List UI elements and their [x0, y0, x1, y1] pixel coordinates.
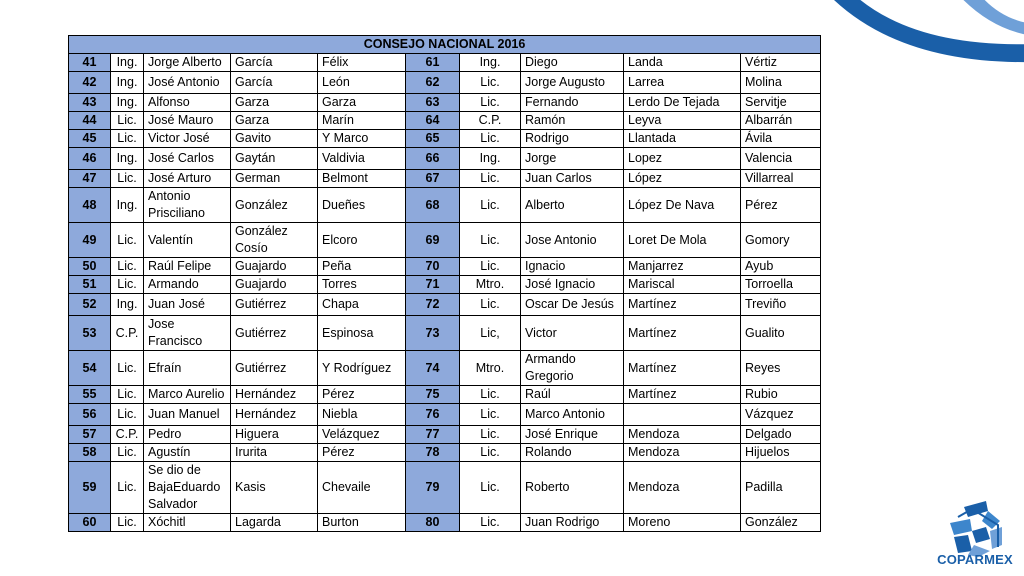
cell-num: 64: [406, 112, 460, 130]
cell-num: 44: [69, 112, 111, 130]
cell-num: 45: [69, 130, 111, 148]
cell-paterno: Gutiérrez: [231, 294, 318, 316]
cell-num: 50: [69, 258, 111, 276]
cell-nombre: Fernando: [521, 94, 624, 112]
cell-paterno: Garza: [231, 94, 318, 112]
cell-paterno: López De Nava: [624, 188, 741, 223]
cell-nombre: Marco Aurelio: [144, 386, 231, 404]
cell-materno: Reyes: [741, 351, 821, 386]
cell-titulo: C.P.: [111, 426, 144, 444]
cell-paterno: García: [231, 54, 318, 72]
cell-nombre: Pedro: [144, 426, 231, 444]
table-row: [69, 94, 821, 112]
cell-materno: Dueñes: [318, 188, 406, 223]
cell-num: 76: [406, 404, 460, 426]
cell-paterno: Martínez: [624, 294, 741, 316]
cell-paterno: Mendoza: [624, 426, 741, 444]
cell-num: 48: [69, 188, 111, 223]
cell-nombre: Juan Carlos: [521, 170, 624, 188]
cell-nombre: Jose Antonio: [521, 223, 624, 258]
cell-num: 72: [406, 294, 460, 316]
cell-paterno: González: [231, 188, 318, 223]
cell-materno: Ávila: [741, 130, 821, 148]
cell-paterno: López: [624, 170, 741, 188]
cell-nombre: Diego: [521, 54, 624, 72]
cell-materno: Gomory: [741, 223, 821, 258]
cell-titulo: Lic.: [460, 94, 521, 112]
cell-titulo: Lic.: [111, 112, 144, 130]
cell-titulo: Lic.: [460, 294, 521, 316]
cell-materno: Peña: [318, 258, 406, 276]
cell-num: 71: [406, 276, 460, 294]
cell-nombre: José Antonio: [144, 72, 231, 94]
cell-titulo: Lic.: [111, 258, 144, 276]
cell-paterno: Leyva: [624, 112, 741, 130]
cell-nombre: Alberto: [521, 188, 624, 223]
cell-nombre: Jorge: [521, 148, 624, 170]
cell-titulo: Ing.: [111, 188, 144, 223]
cell-materno: Delgado: [741, 426, 821, 444]
cell-nombre: Rodrigo: [521, 130, 624, 148]
cell-titulo: Lic.: [460, 462, 521, 514]
cell-num: 54: [69, 351, 111, 386]
table-row: [69, 170, 821, 188]
cell-num: 66: [406, 148, 460, 170]
cell-num: 43: [69, 94, 111, 112]
cell-paterno: Lopez: [624, 148, 741, 170]
cell-titulo: Lic.: [111, 170, 144, 188]
cell-paterno: Lerdo De Tejada: [624, 94, 741, 112]
cell-paterno: Hernández: [231, 386, 318, 404]
cell-materno: Molina: [741, 72, 821, 94]
cell-nombre: Armando Gregorio: [521, 351, 624, 386]
cell-paterno: Garza: [231, 112, 318, 130]
cell-num: 79: [406, 462, 460, 514]
cell-titulo: Lic.: [460, 426, 521, 444]
cell-materno: Y Rodríguez: [318, 351, 406, 386]
cell-num: 74: [406, 351, 460, 386]
cell-nombre: José Carlos: [144, 148, 231, 170]
cell-nombre: José Ignacio: [521, 276, 624, 294]
cell-paterno: Martínez: [624, 386, 741, 404]
cell-paterno: Hernández: [231, 404, 318, 426]
coparmex-logo-text: COPARMEX: [937, 552, 1013, 567]
cell-titulo: Ing.: [111, 148, 144, 170]
cell-nombre: Jorge Augusto: [521, 72, 624, 94]
cell-num: 73: [406, 316, 460, 351]
cell-nombre: Valentín: [144, 223, 231, 258]
table-row: [69, 258, 821, 276]
cell-materno: Marín: [318, 112, 406, 130]
cell-materno: Vértiz: [741, 54, 821, 72]
cell-num: 58: [69, 444, 111, 462]
cell-paterno: Guajardo: [231, 276, 318, 294]
cell-titulo: Lic,: [460, 316, 521, 351]
table-body: [69, 54, 821, 532]
cell-paterno: Irurita: [231, 444, 318, 462]
cell-num: 46: [69, 148, 111, 170]
table-row: [69, 112, 821, 130]
cell-materno: Belmont: [318, 170, 406, 188]
cell-titulo: Ing.: [460, 54, 521, 72]
cell-nombre: Raúl: [521, 386, 624, 404]
cell-materno: Torres: [318, 276, 406, 294]
cell-nombre: Xóchitl: [144, 514, 231, 532]
cell-paterno: Higuera: [231, 426, 318, 444]
cell-materno: Elcoro: [318, 223, 406, 258]
cell-titulo: Ing.: [111, 94, 144, 112]
table-row: [69, 426, 821, 444]
cell-materno: Y Marco: [318, 130, 406, 148]
cell-materno: Gualito: [741, 316, 821, 351]
cell-materno: León: [318, 72, 406, 94]
cell-nombre: Raúl Felipe: [144, 258, 231, 276]
cell-nombre: Efraín: [144, 351, 231, 386]
cell-nombre: Victor: [521, 316, 624, 351]
cell-paterno: Mendoza: [624, 462, 741, 514]
cell-materno: Treviño: [741, 294, 821, 316]
cell-paterno: Gavito: [231, 130, 318, 148]
cell-paterno: Moreno: [624, 514, 741, 532]
cell-titulo: Ing.: [111, 54, 144, 72]
cell-materno: Ayub: [741, 258, 821, 276]
cell-nombre: Rolando: [521, 444, 624, 462]
cell-paterno: Kasis: [231, 462, 318, 514]
cell-materno: González: [741, 514, 821, 532]
cell-num: 55: [69, 386, 111, 404]
cell-materno: Padilla: [741, 462, 821, 514]
cell-num: 67: [406, 170, 460, 188]
cell-titulo: Lic.: [460, 223, 521, 258]
cell-nombre: José Arturo: [144, 170, 231, 188]
cell-num: 56: [69, 404, 111, 426]
cell-titulo: Lic.: [460, 130, 521, 148]
cell-paterno: Landa: [624, 54, 741, 72]
cell-titulo: Lic.: [460, 444, 521, 462]
cell-paterno: Llantada: [624, 130, 741, 148]
cell-paterno: Loret De Mola: [624, 223, 741, 258]
cell-paterno: Mendoza: [624, 444, 741, 462]
cell-materno: Pérez: [741, 188, 821, 223]
cell-num: 41: [69, 54, 111, 72]
cell-num: 42: [69, 72, 111, 94]
cell-paterno: Gaytán: [231, 148, 318, 170]
cell-num: 52: [69, 294, 111, 316]
cell-titulo: Lic.: [460, 386, 521, 404]
cell-materno: Valencia: [741, 148, 821, 170]
table-row: [69, 54, 821, 72]
cell-paterno: Larrea: [624, 72, 741, 94]
cell-materno: Servitje: [741, 94, 821, 112]
cell-paterno: Mariscal: [624, 276, 741, 294]
cell-num: 68: [406, 188, 460, 223]
table-row: [69, 294, 821, 316]
cell-nombre: José Mauro: [144, 112, 231, 130]
cell-num: 63: [406, 94, 460, 112]
cell-paterno: Martínez: [624, 351, 741, 386]
cell-materno: Pérez: [318, 386, 406, 404]
cell-titulo: Lic.: [460, 258, 521, 276]
cell-materno: Pérez: [318, 444, 406, 462]
table-row: [69, 130, 821, 148]
cell-titulo: Lic.: [460, 514, 521, 532]
cell-nombre: Juan Rodrigo: [521, 514, 624, 532]
cell-num: 57: [69, 426, 111, 444]
cell-num: 78: [406, 444, 460, 462]
cell-num: 47: [69, 170, 111, 188]
table-row: [69, 386, 821, 404]
cell-titulo: Lic.: [460, 170, 521, 188]
cell-nombre: Jose Francisco: [144, 316, 231, 351]
cell-titulo: Lic.: [460, 188, 521, 223]
table-row: [69, 462, 821, 514]
cell-paterno: Lagarda: [231, 514, 318, 532]
cell-nombre: Ignacio: [521, 258, 624, 276]
table-row: [69, 72, 821, 94]
cell-titulo: Mtro.: [460, 276, 521, 294]
cell-nombre: José Enrique: [521, 426, 624, 444]
cell-nombre: Oscar De Jesús: [521, 294, 624, 316]
table-row: [69, 514, 821, 532]
cell-nombre: Roberto: [521, 462, 624, 514]
cell-titulo: Mtro.: [460, 351, 521, 386]
cell-titulo: Lic.: [111, 444, 144, 462]
cell-nombre: Se dio de BajaEduardo Salvador: [144, 462, 231, 514]
table-row: [69, 223, 821, 258]
table-row: [69, 188, 821, 223]
cell-paterno: German: [231, 170, 318, 188]
cell-num: 70: [406, 258, 460, 276]
cell-titulo: Lic.: [111, 276, 144, 294]
table-row: [69, 404, 821, 426]
cell-paterno: García: [231, 72, 318, 94]
cell-titulo: Ing.: [460, 148, 521, 170]
cell-num: 62: [406, 72, 460, 94]
cell-titulo: C.P.: [111, 316, 144, 351]
cell-materno: Albarrán: [741, 112, 821, 130]
cell-titulo: Ing.: [111, 294, 144, 316]
cell-num: 59: [69, 462, 111, 514]
cell-materno: Hijuelos: [741, 444, 821, 462]
cell-titulo: Lic.: [111, 404, 144, 426]
cell-nombre: Marco Antonio: [521, 404, 624, 426]
cell-nombre: Juan José: [144, 294, 231, 316]
cell-materno: Rubio: [741, 386, 821, 404]
cell-titulo: Lic.: [111, 462, 144, 514]
table-title: CONSEJO NACIONAL 2016: [69, 36, 821, 54]
cell-num: 77: [406, 426, 460, 444]
cell-paterno: Manjarrez: [624, 258, 741, 276]
table-row: [69, 351, 821, 386]
cell-materno: Villarreal: [741, 170, 821, 188]
table-row: [69, 276, 821, 294]
cell-materno: Chapa: [318, 294, 406, 316]
cell-nombre: Agustín: [144, 444, 231, 462]
cell-paterno: [624, 404, 741, 426]
cell-titulo: Lic.: [460, 404, 521, 426]
cell-nombre: Jorge Alberto: [144, 54, 231, 72]
table-row: [69, 316, 821, 351]
cell-num: 60: [69, 514, 111, 532]
cell-materno: Espinosa: [318, 316, 406, 351]
cell-materno: Vázquez: [741, 404, 821, 426]
cell-num: 80: [406, 514, 460, 532]
cell-num: 53: [69, 316, 111, 351]
cell-nombre: Armando: [144, 276, 231, 294]
cell-nombre: Ramón: [521, 112, 624, 130]
cell-titulo: Lic.: [111, 351, 144, 386]
cell-paterno: González Cosío: [231, 223, 318, 258]
cell-num: 65: [406, 130, 460, 148]
cell-materno: Valdivia: [318, 148, 406, 170]
cell-paterno: Gutiérrez: [231, 316, 318, 351]
cell-num: 69: [406, 223, 460, 258]
cell-num: 49: [69, 223, 111, 258]
cell-titulo: Ing.: [111, 72, 144, 94]
cell-titulo: Lic.: [111, 130, 144, 148]
cell-materno: Félix: [318, 54, 406, 72]
cell-nombre: Juan Manuel: [144, 404, 231, 426]
cell-nombre: Alfonso: [144, 94, 231, 112]
cell-paterno: Gutiérrez: [231, 351, 318, 386]
cell-paterno: Guajardo: [231, 258, 318, 276]
cell-nombre: Victor José: [144, 130, 231, 148]
cell-titulo: Lic.: [111, 386, 144, 404]
cell-materno: Niebla: [318, 404, 406, 426]
cell-titulo: Lic.: [111, 514, 144, 532]
cell-num: 61: [406, 54, 460, 72]
cell-num: 75: [406, 386, 460, 404]
table-row: [69, 444, 821, 462]
table-row: [69, 148, 821, 170]
consejo-table: [68, 35, 821, 532]
cell-titulo: C.P.: [460, 112, 521, 130]
cell-materno: Torroella: [741, 276, 821, 294]
cell-num: 51: [69, 276, 111, 294]
cell-titulo: Lic.: [460, 72, 521, 94]
cell-materno: Garza: [318, 94, 406, 112]
cell-materno: Chevaile: [318, 462, 406, 514]
cell-materno: Burton: [318, 514, 406, 532]
cell-materno: Velázquez: [318, 426, 406, 444]
cell-paterno: Martínez: [624, 316, 741, 351]
cell-titulo: Lic.: [111, 223, 144, 258]
cell-nombre: Antonio Prisciliano: [144, 188, 231, 223]
